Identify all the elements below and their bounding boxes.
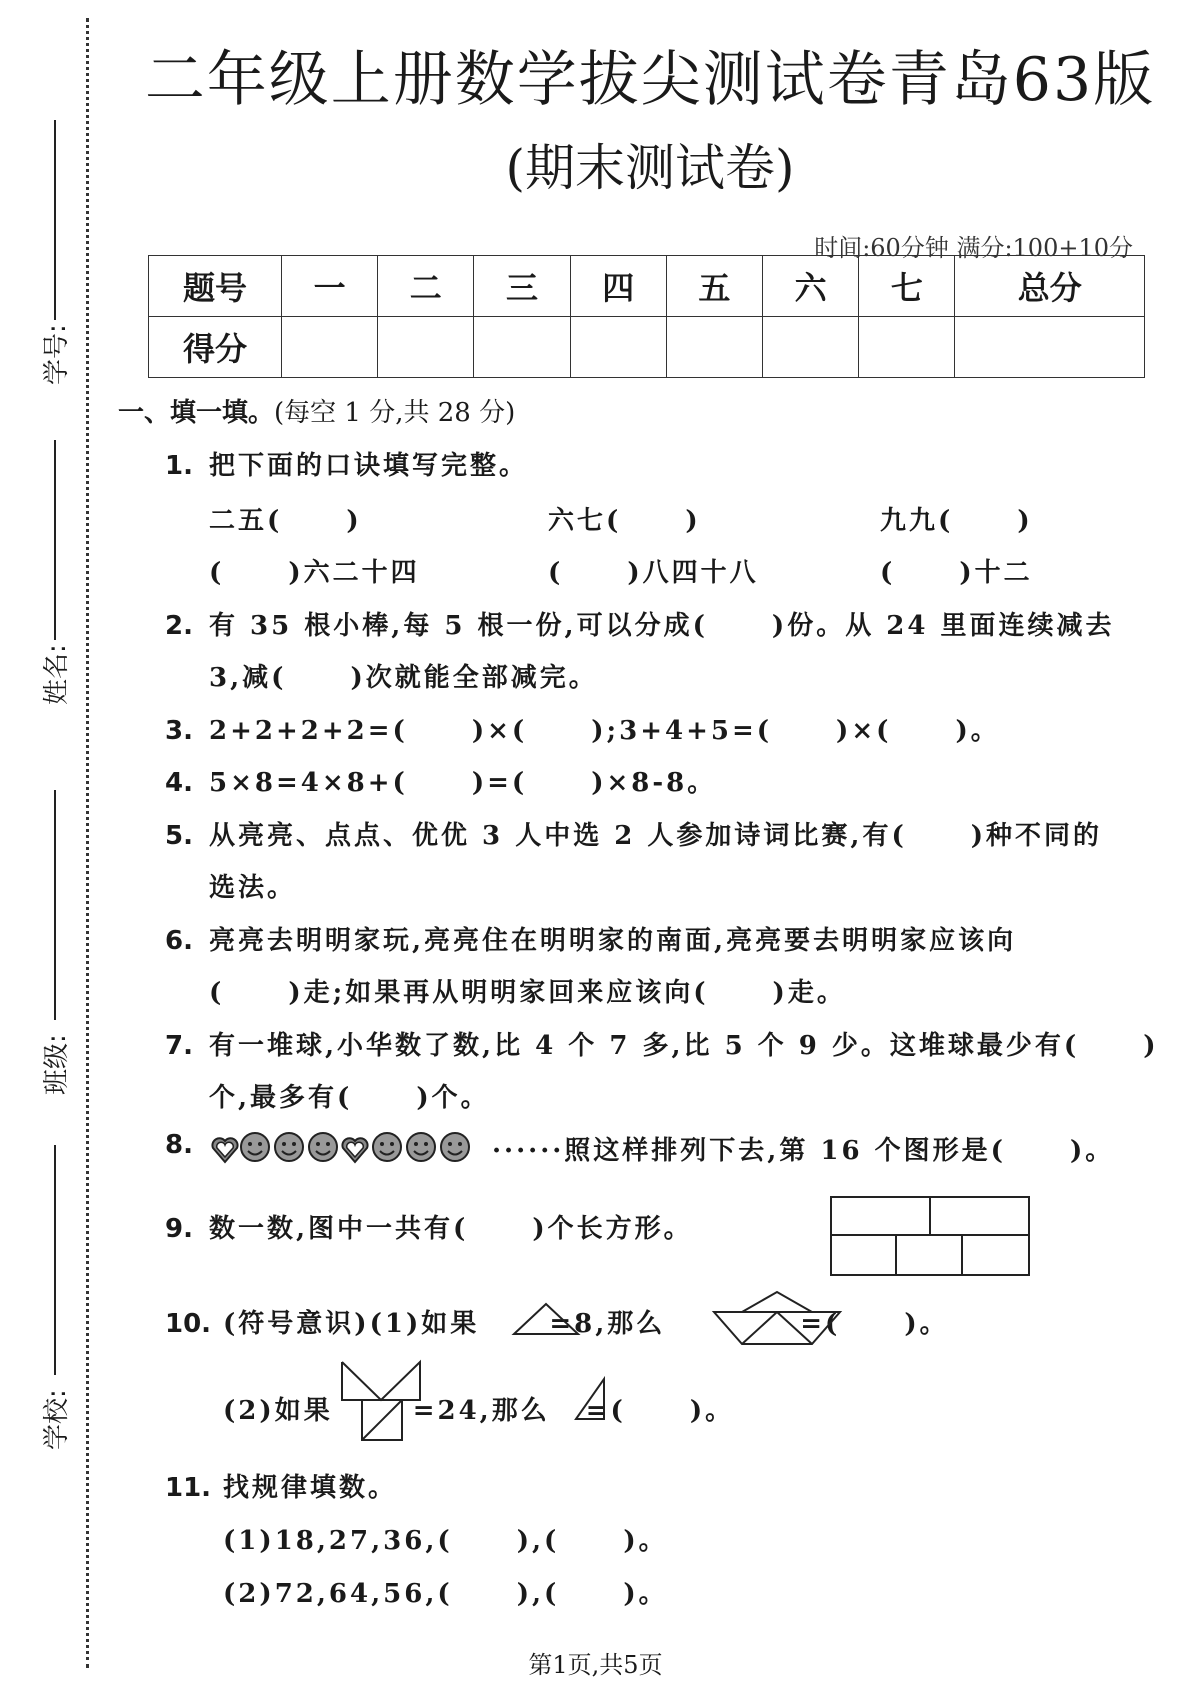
q9-text-b: )个长方形。 xyxy=(532,1214,693,1244)
question-7 xyxy=(165,1025,1159,1062)
student-no-underline xyxy=(54,120,56,320)
smiley-icon xyxy=(441,1133,469,1161)
question-number: 6. xyxy=(165,926,193,956)
q5-text-1: 从亮亮、点点、优优 3 人中选 2 人参加诗词比赛,有( xyxy=(209,821,907,851)
q1-e-open: ( xyxy=(548,558,564,588)
question-11 xyxy=(165,1467,397,1504)
question-number: 9. xyxy=(165,1214,193,1244)
smiley-icon xyxy=(309,1133,337,1161)
q7-text-2: ) xyxy=(1143,1031,1159,1061)
score-cell[interactable] xyxy=(570,317,666,378)
question-number: 2. xyxy=(165,611,193,641)
q10-text-e: (2)如果 xyxy=(223,1396,333,1426)
score-header-cell: 五 xyxy=(666,256,762,317)
q6-text-4: )走。 xyxy=(772,978,846,1008)
q1-b-close: ) xyxy=(685,506,701,536)
score-header-cell: 总分 xyxy=(955,256,1145,317)
q1-b-text: 六七( xyxy=(548,506,622,536)
question-3 xyxy=(165,710,1000,747)
q11-text-b3: )。 xyxy=(623,1579,668,1609)
question-6-line-2 xyxy=(209,972,846,1009)
q1-item-c xyxy=(880,500,1033,537)
page-title: 二年级上册数学拔尖测试卷青岛63版 xyxy=(144,45,1156,115)
score-cell[interactable] xyxy=(378,317,474,378)
q8-text-a: ······照这样排列下去,第 16 个图形是( xyxy=(492,1136,1006,1166)
q10-text-h: )。 xyxy=(689,1396,735,1426)
score-table-score-row xyxy=(149,317,1145,378)
score-row-label: 得分 xyxy=(149,317,282,378)
q1-item-e xyxy=(548,552,759,589)
q1-f-open: ( xyxy=(880,558,896,588)
q5-text-3: 选法。 xyxy=(209,873,297,903)
page-subtitle: (期末测试卷) xyxy=(505,139,795,197)
question-2 xyxy=(165,605,1114,642)
score-header-cell: 一 xyxy=(282,256,378,317)
q10-text-g: =( xyxy=(585,1396,626,1426)
score-table xyxy=(148,255,1145,378)
q1-item-b xyxy=(548,500,701,537)
smiley-icon xyxy=(275,1133,303,1161)
class-underline xyxy=(54,790,56,1020)
question-2-line-2 xyxy=(209,657,598,694)
class-label: 班级: xyxy=(42,1034,72,1095)
q10-text-c: =( xyxy=(800,1309,841,1339)
score-header-cell: 七 xyxy=(859,256,955,317)
school-underline xyxy=(54,1145,56,1375)
question-10-part-2 xyxy=(223,1390,734,1427)
question-1 xyxy=(165,445,528,482)
question-11-part-1 xyxy=(223,1520,668,1557)
triangle-shape-icon xyxy=(512,1300,580,1336)
score-header-cell: 题号 xyxy=(149,256,282,317)
q10-text-f: =24,那么 xyxy=(412,1396,550,1426)
q11-text-a3: )。 xyxy=(623,1526,668,1556)
q6-text-1: 亮亮去明明家玩,亮亮住在明明家的南面,亮亮要去明明家应该向 xyxy=(209,926,1017,956)
question-text: 找规律填数。 xyxy=(223,1473,398,1503)
question-number: 5. xyxy=(165,821,193,851)
q1-a-text: 二五( xyxy=(209,506,283,536)
q11-text-b2: ),( xyxy=(516,1579,560,1609)
q7-text-3: 个,最多有( xyxy=(209,1083,353,1113)
section-heading xyxy=(118,392,515,429)
q3-text-c: );3+4+5=( xyxy=(591,716,773,746)
question-4 xyxy=(165,762,716,799)
score-header-cell: 六 xyxy=(763,256,859,317)
q7-text-4: )个。 xyxy=(416,1083,490,1113)
name-label: 姓名: xyxy=(42,644,72,705)
question-8-text xyxy=(492,1130,1114,1167)
q10-text-d: )。 xyxy=(904,1309,949,1339)
score-cell[interactable] xyxy=(282,317,378,378)
q6-text-2: ( xyxy=(209,978,225,1008)
question-number: 3. xyxy=(165,716,193,746)
score-header-cell: 三 xyxy=(474,256,570,317)
q11-text-a2: ),( xyxy=(516,1526,560,1556)
q1-f-text: )十二 xyxy=(959,558,1033,588)
school-label: 学校: xyxy=(42,1389,72,1450)
q1-d-open: ( xyxy=(209,558,225,588)
question-number: 1. xyxy=(165,451,193,481)
q11-text-a: (1)18,27,36,( xyxy=(223,1526,453,1556)
q1-item-f xyxy=(880,552,1033,589)
question-6 xyxy=(165,920,1016,957)
q10-text-b: =8,那么 xyxy=(549,1309,666,1339)
score-cell[interactable] xyxy=(859,317,955,378)
q7-text-1: 有一堆球,小华数了数,比 4 个 7 多,比 5 个 9 少。这堆球最少有( xyxy=(209,1031,1080,1061)
smiley-icon xyxy=(407,1133,435,1161)
q5-text-2: )种不同的 xyxy=(970,821,1103,851)
score-header-cell: 二 xyxy=(378,256,474,317)
q1-d-text: )六二十四 xyxy=(288,558,420,588)
q6-text-3: )走;如果再从明明家回来应该向( xyxy=(288,978,709,1008)
question-number: 11. xyxy=(165,1473,212,1503)
q3-text-b: )×( xyxy=(471,716,528,746)
q2-text-3: 3,减( xyxy=(209,663,287,693)
question-11-part-2 xyxy=(223,1573,668,1610)
q1-e-text: )八四十八 xyxy=(627,558,759,588)
section-points: (每空 1 分,共 28 分) xyxy=(274,398,516,428)
heart-icon xyxy=(342,1138,367,1162)
q10-text-a: (符号意识)(1)如果 xyxy=(223,1309,480,1339)
q4-text-c: )×8-8。 xyxy=(591,768,717,798)
question-text: 把下面的口诀填写完整。 xyxy=(209,451,529,481)
score-header-cell: 四 xyxy=(570,256,666,317)
right-triangle-icon xyxy=(574,1377,606,1421)
question-5 xyxy=(165,815,1102,852)
q4-text-b: )=( xyxy=(471,768,528,798)
score-cell[interactable] xyxy=(763,317,859,378)
q2-text-4: )次就能全部减完。 xyxy=(350,663,598,693)
question-number: 7. xyxy=(165,1031,193,1061)
m-tangram-figure xyxy=(340,1360,422,1442)
q8-pattern-figure xyxy=(209,1130,491,1164)
score-cell[interactable] xyxy=(474,317,570,378)
q1-c-close: ) xyxy=(1017,506,1033,536)
boat-tangram-figure xyxy=(712,1290,842,1346)
question-7-line-2 xyxy=(209,1077,490,1114)
q3-text-a: 2+2+2+2=( xyxy=(209,716,408,746)
score-cell[interactable] xyxy=(955,317,1145,378)
name-underline xyxy=(54,440,56,640)
q1-item-a xyxy=(209,500,362,537)
question-number: 10. xyxy=(165,1309,212,1339)
smiley-icon xyxy=(373,1133,401,1161)
binding-dotted-line xyxy=(86,18,89,1668)
question-5-line-2 xyxy=(209,867,296,904)
question-number: 4. xyxy=(165,768,193,798)
page-footer: 第1页,共5页 xyxy=(528,1651,663,1679)
section-title: 一、填一填。 xyxy=(118,398,275,428)
smiley-icon xyxy=(241,1133,269,1161)
q3-text-d: )×( xyxy=(836,716,892,746)
student-no-label: 学号: xyxy=(42,324,72,385)
score-cell[interactable] xyxy=(666,317,762,378)
q1-item-d xyxy=(209,552,420,589)
score-table-header-row xyxy=(149,256,1145,317)
q11-text-b: (2)72,64,56,( xyxy=(223,1579,453,1609)
q3-text-e: )。 xyxy=(955,716,1000,746)
q4-text-a: 5×8=4×8+( xyxy=(209,768,408,798)
question-8 xyxy=(165,1130,209,1160)
question-number: 8. xyxy=(165,1130,193,1160)
exam-meta: 时间:60分钟 满分:100+10分 xyxy=(814,234,1133,262)
q9-text-a: 数一数,图中一共有( xyxy=(209,1214,469,1244)
q8-text-b: )。 xyxy=(1069,1136,1115,1166)
q2-text-2: )份。从 24 里面连续减去 xyxy=(771,611,1115,641)
q1-a-close: ) xyxy=(346,506,362,536)
q1-c-text: 九九( xyxy=(880,506,954,536)
rectangle-count-figure xyxy=(830,1196,1030,1276)
heart-icon xyxy=(212,1138,237,1162)
q2-text-1: 有 35 根小棒,每 5 根一份,可以分成( xyxy=(209,611,708,641)
question-9 xyxy=(165,1208,693,1245)
